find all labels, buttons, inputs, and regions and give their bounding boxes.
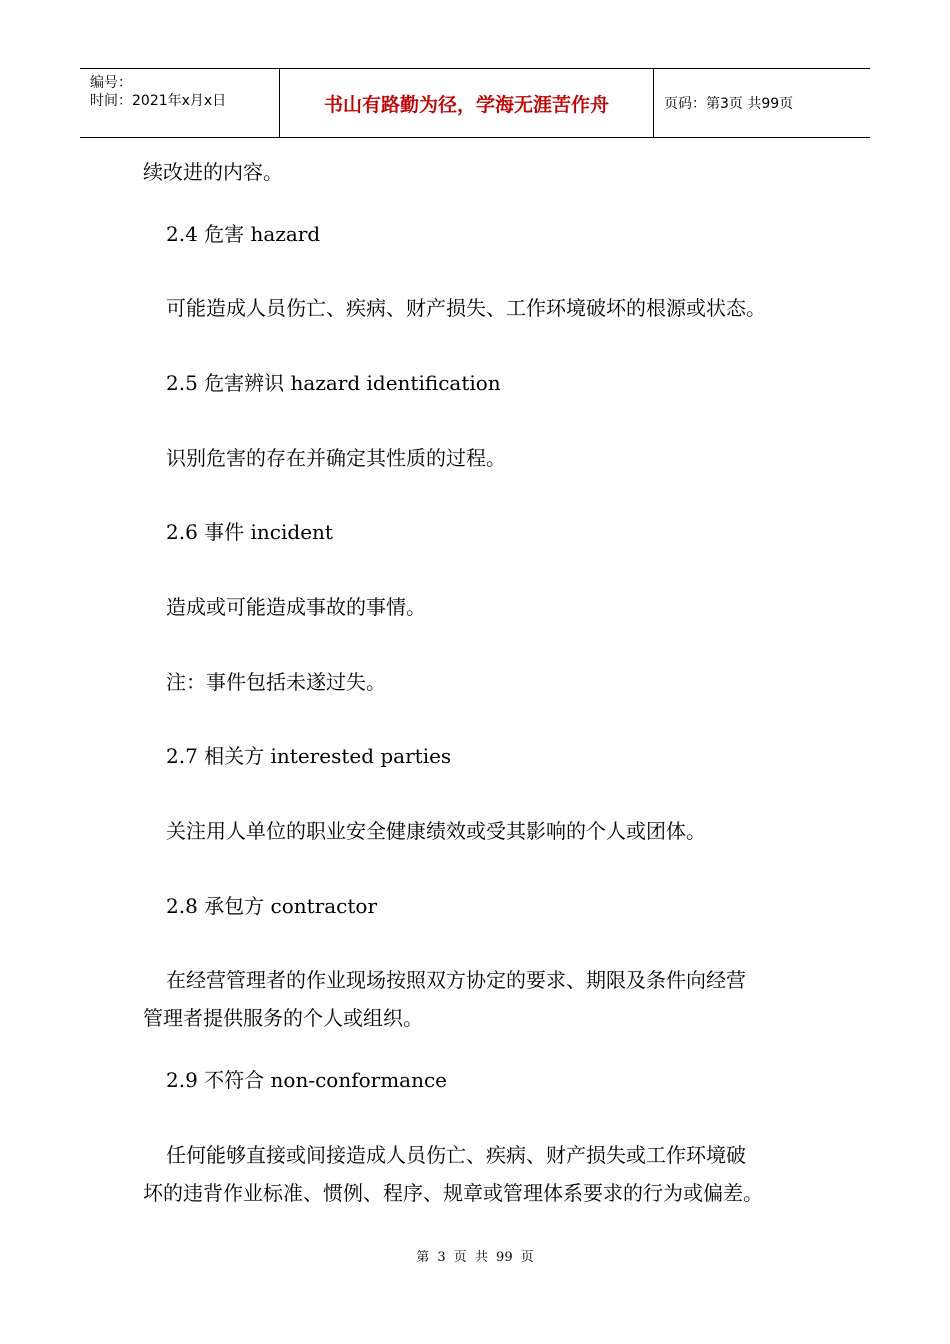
page-footer: 第 3 页 共 99 页 [416,1250,534,1265]
section-heading-2-8: 2.8 承包方 contractor [166,894,378,918]
section-heading-2-5: 2.5 危害辨识 hazard identification [166,371,501,395]
header-meta [80,69,280,137]
definition-interested-parties: 关注用人单位的职业安全健康绩效或受其影响的个人或团体。 [166,819,706,843]
document-date: 时间：2021年x月x日 [90,93,227,109]
document-number-label: 编号： [90,75,132,91]
header-page-info: 页码：第3页 共99页 [664,96,794,112]
header-motto: 书山有路勤为径，学海无涯苦作舟 [280,69,654,137]
paragraph-continuation: 续改进的内容。 [143,160,283,184]
section-heading-2-6: 2.6 事件 incident [166,520,333,544]
definition-non-conformance-line-2: 坏的违背作业标准、惯例、程序、规章或管理体系要求的行为或偏差。 [143,1181,763,1205]
definition-incident: 造成或可能造成事故的事情。 [166,595,426,619]
definition-contractor-line-2: 管理者提供服务的个人或组织。 [143,1006,423,1030]
page-header [80,68,870,138]
definition-hazard: 可能造成人员伤亡、疾病、财产损失、工作环境破坏的根源或状态。 [166,296,766,320]
section-heading-2-9: 2.9 不符合 non-conformance [166,1068,448,1092]
definition-hazard-identification: 识别危害的存在并确定其性质的过程。 [166,446,506,470]
section-heading-2-4: 2.4 危害 hazard [166,222,321,246]
definition-non-conformance-line-1: 任何能够直接或间接造成人员伤亡、疾病、财产损失或工作环境破 [166,1143,746,1167]
section-heading-2-7: 2.7 相关方 interested parties [166,744,452,768]
definition-contractor-line-1: 在经营管理者的作业现场按照双方协定的要求、期限及条件向经营 [166,968,746,992]
note-incident: 注：事件包括未遂过失。 [166,670,386,694]
